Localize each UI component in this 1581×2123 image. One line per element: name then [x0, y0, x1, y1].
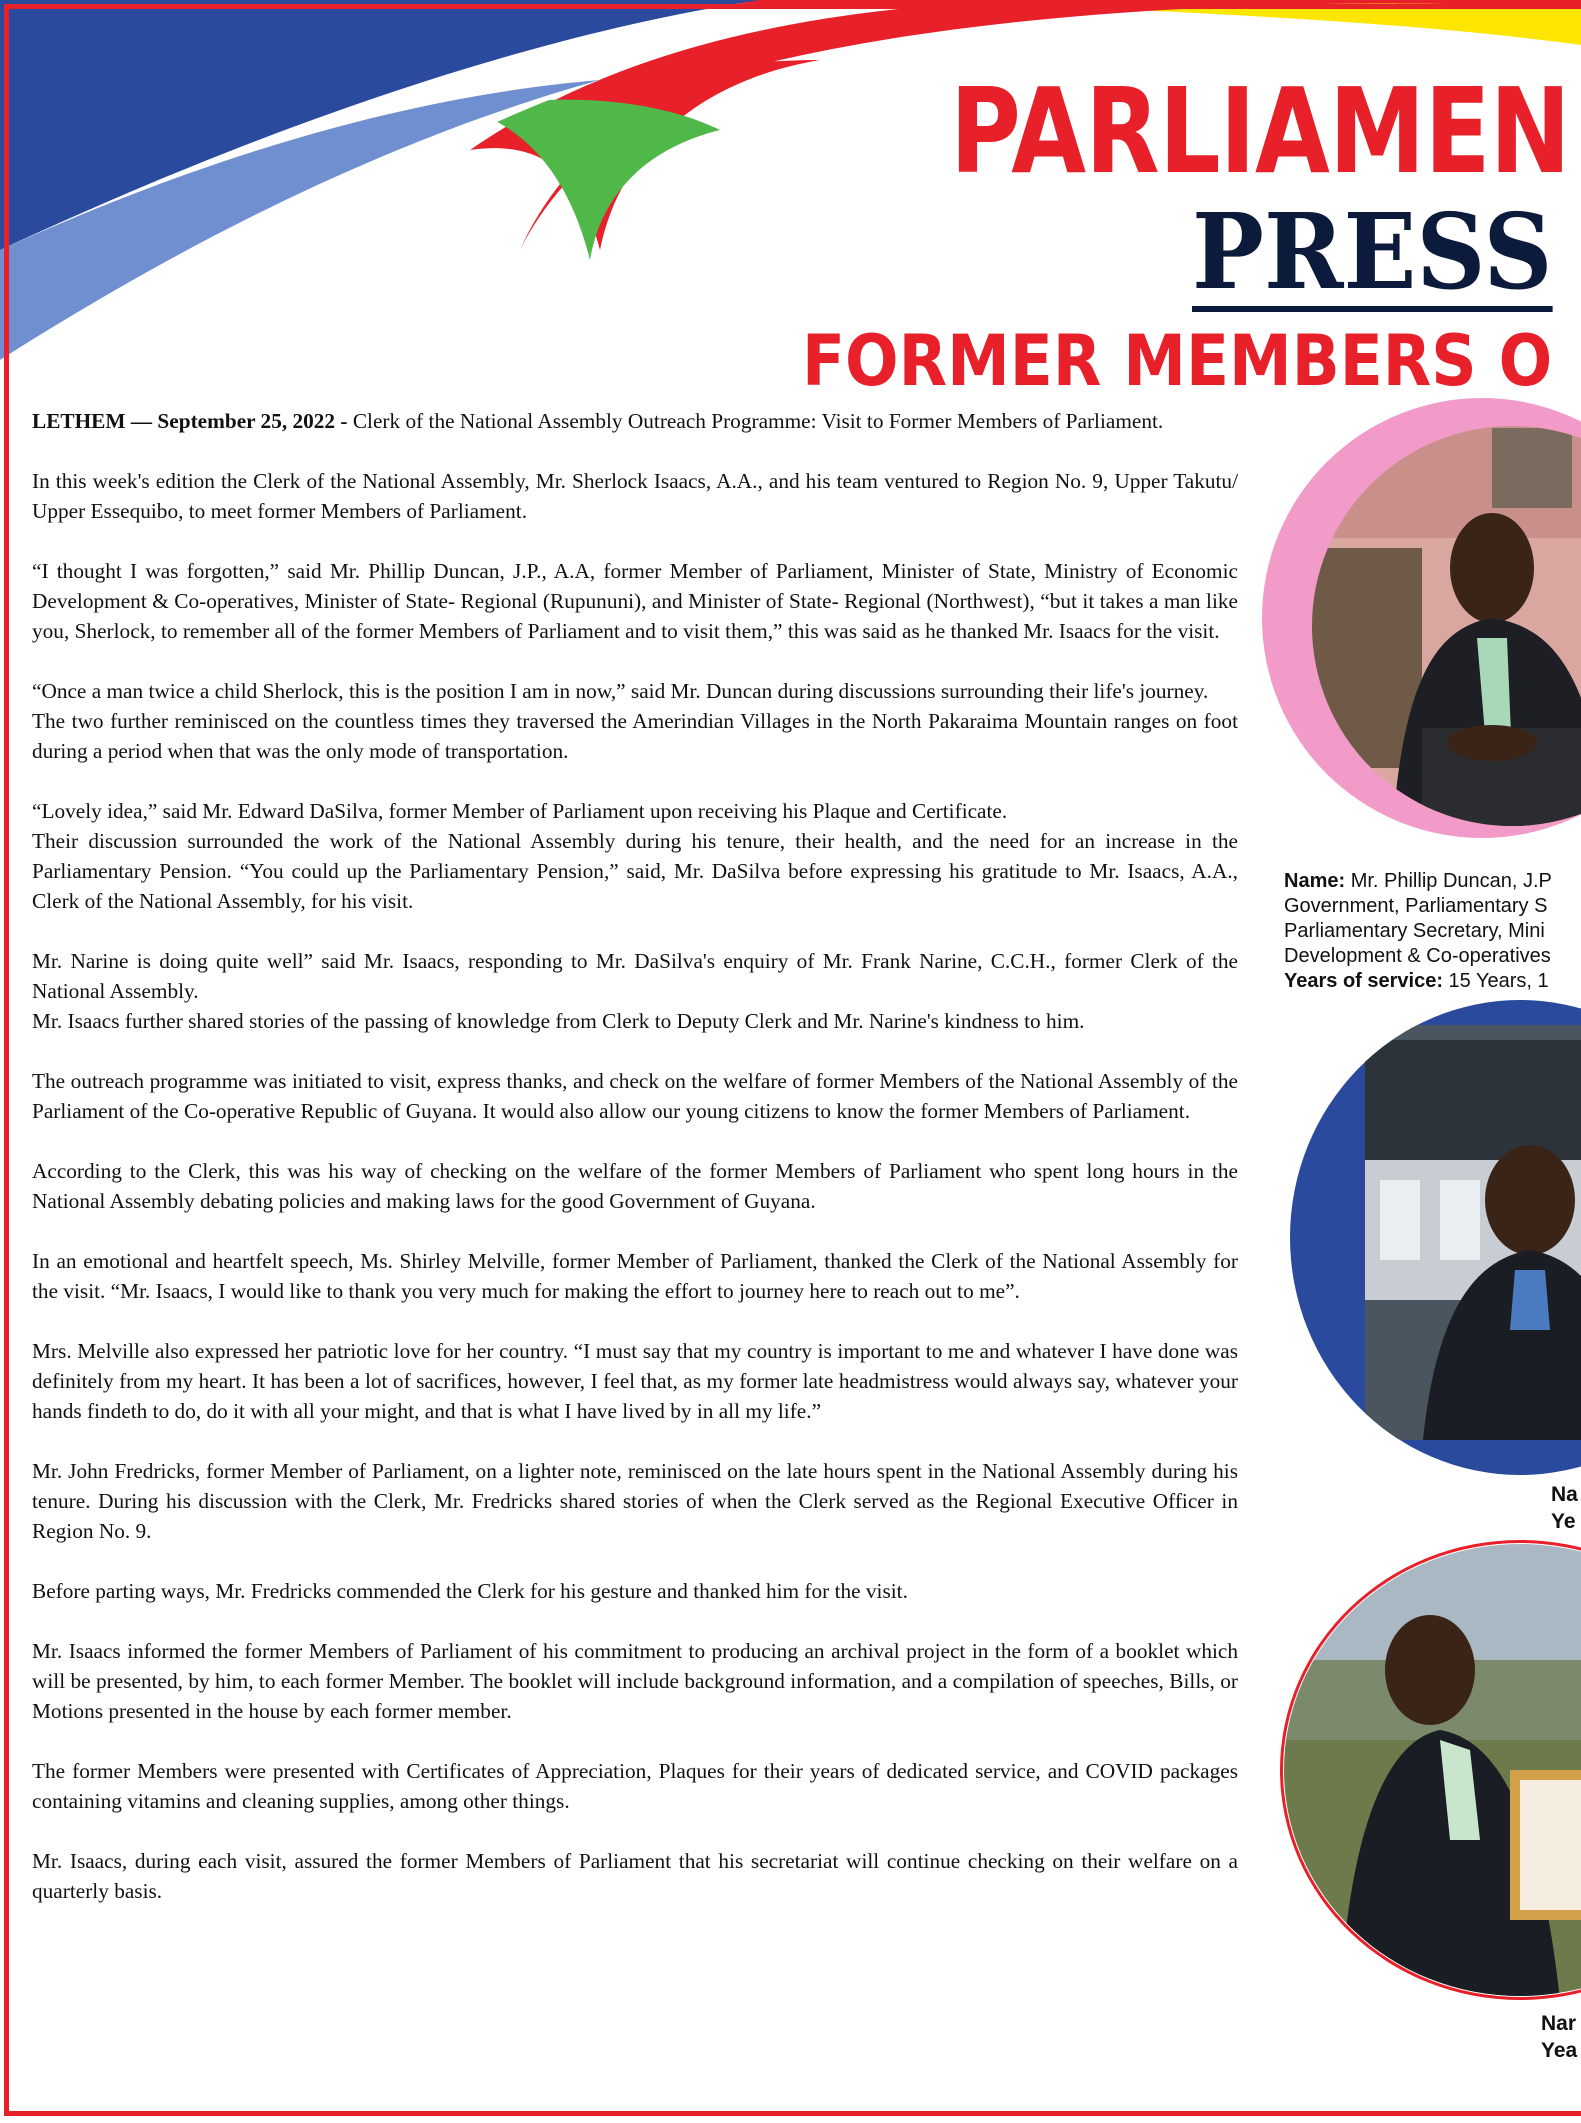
lead-text: Clerk of the National Assembly Outreach Programme: Visit to Former Members of Parliament. [347, 409, 1164, 433]
caption-line: Na [1551, 1483, 1578, 1506]
caption-name-label: Name: [1284, 870, 1346, 892]
paragraph: Mrs. Melville also expressed her patriotic love for her country. “I must say that my country is important to me and whatever I have done was definitely from my heart. It has been a lot of sacrifices, however, I feel that, as my former late headmistress would always say, whatever your hands findeth to do, do it with all your might, and that is what I have lived by in all my life.” [32, 1339, 1238, 1423]
caption-line: Development & Co-operatives [1284, 945, 1551, 967]
section-heading: FORMER MEMBERS O [802, 320, 1553, 402]
caption-line: Parliamentary Secretary, Mini [1284, 920, 1545, 942]
photo-frame-blue [1290, 1000, 1581, 1475]
caption-line: Government, Parliamentary S [1284, 895, 1548, 917]
photo-edward-dasilva [1290, 1000, 1581, 1475]
paragraph: The two further reminisced on the countless times they traversed the Amerindian Villages in the North Pakaraima Mountain ranges on foot during a period when that was the only mode of transportation. [32, 709, 1238, 763]
masthead-subtitle: PRESS [1192, 190, 1553, 313]
photo-phillip-duncan [1262, 398, 1581, 838]
paragraph: Their discussion surrounded the work of the National Assembly during his tenure, their health, and the need for an increase in the Parliamentary Pension. “You could up the Parliamentary Pension,” said, Mr. DaSilva before expressing his gratitude to Mr. Isaacs, A.A., Clerk of the National Assembly, for his visit. [32, 829, 1238, 913]
paragraph: “Once a man twice a child Sherlock, this is the position I am in now,” said Mr. Duncan during discussions surrounding their life's journey. [32, 679, 1209, 703]
paragraph: The former Members were presented with Certificates of Appreciation, Plaques for their years of dedicated service, and COVID packages containing vitamins and cleaning supplies, among other things. [32, 1759, 1238, 1813]
article-body [32, 406, 1238, 1936]
paragraph: In an emotional and heartfelt speech, Ms. Shirley Melville, former Member of Parliament, thanked the Clerk of the National Assembly for the visit. “Mr. Isaacs, I would like to thank you very much for making the effort to journey here to reach out to me”. [32, 1249, 1238, 1303]
photo-frame-red [1280, 1540, 1581, 2000]
caption-line: Nar [1541, 2012, 1577, 2035]
caption-second [1551, 1481, 1578, 1535]
paragraph: “I thought I was forgotten,” said Mr. Phillip Duncan, J.P., A.A, former Member of Parliament, Minister of State, Ministry of Economic Development & Co-operatives, Minister of State- Regional (Rupununi), and Minister of State- Regional (Northwest), “but it takes a man like you, Sherlock, to remember all of the former Members of Parliament and to visit them,” this was said as he thanked Mr. Isaacs for the visit. [32, 559, 1238, 643]
paragraph: In this week's edition the Clerk of the National Assembly, Mr. Sherlock Isaacs, A.A., and his team ventured to Region No. 9, Upper Takutu/ Upper Essequibo, to meet former Members of Parliament. [32, 469, 1238, 523]
paragraph: Mr. Narine is doing quite well” said Mr. Isaacs, responding to Mr. DaSilva's enquiry of Mr. Frank Narine, C.C.H., former Clerk of the National Assembly. [32, 949, 1238, 1003]
paragraph: Mr. Isaacs informed the former Members of Parliament of his commitment to producing an archival project in the form of a booklet which will be presented, by him, to each former Member. The booklet will include background information, and a compilation of speeches, Bills, or Motions presented in the house by each former member. [32, 1639, 1238, 1723]
paragraph: The outreach programme was initiated to visit, express thanks, and check on the welfare of former Members of the National Assembly of the Parliament of the Co-operative Republic of Guyana. It would also allow our young citizens to know the former Members of Parliament. [32, 1069, 1238, 1123]
paragraph: Mr. Isaacs further shared stories of the passing of knowledge from Clerk to Deputy Clerk and Mr. Narine's kindness to him. [32, 1009, 1085, 1033]
paragraph: Mr. Isaacs, during each visit, assured the former Members of Parliament that his secretariat will continue checking on their welfare on a quarterly basis. [32, 1849, 1238, 1903]
caption-years-label: Years of service: [1284, 970, 1443, 992]
dateline: LETHEM — September 25, 2022 - [32, 409, 348, 433]
caption-line: Yea [1541, 2039, 1578, 2062]
photo-frame-pink [1262, 398, 1581, 838]
caption-years-value: 15 Years, 1 [1443, 970, 1549, 992]
caption-third [1541, 2010, 1577, 2064]
caption-name-value: Mr. Phillip Duncan, J.P [1345, 870, 1552, 892]
paragraph: Mr. John Fredricks, former Member of Parliament, on a lighter note, reminisced on the late hours spent in the National Assembly during his tenure. During his discussion with the Clerk, Mr. Fredricks shared stories of when the Clerk served as the Regional Executive Officer in Region No. 9. [32, 1459, 1238, 1543]
masthead-title: PARLIAMEN [950, 62, 1570, 200]
paragraph: Before parting ways, Mr. Fredricks commended the Clerk for his gesture and thanked him for the visit. [32, 1579, 908, 1603]
paragraph: According to the Clerk, this was his way of checking on the welfare of the former Members of Parliament who spent long hours in the National Assembly debating policies and making laws for the good Government of Guyana. [32, 1159, 1238, 1213]
photo-john-fredricks [1280, 1540, 1581, 2000]
caption-first [1284, 869, 1552, 994]
paragraph: “Lovely idea,” said Mr. Edward DaSilva, former Member of Parliament upon receiving his Plaque and Certificate. [32, 799, 1008, 823]
caption-line: Ye [1551, 1510, 1576, 1533]
article-lead [32, 406, 1238, 436]
